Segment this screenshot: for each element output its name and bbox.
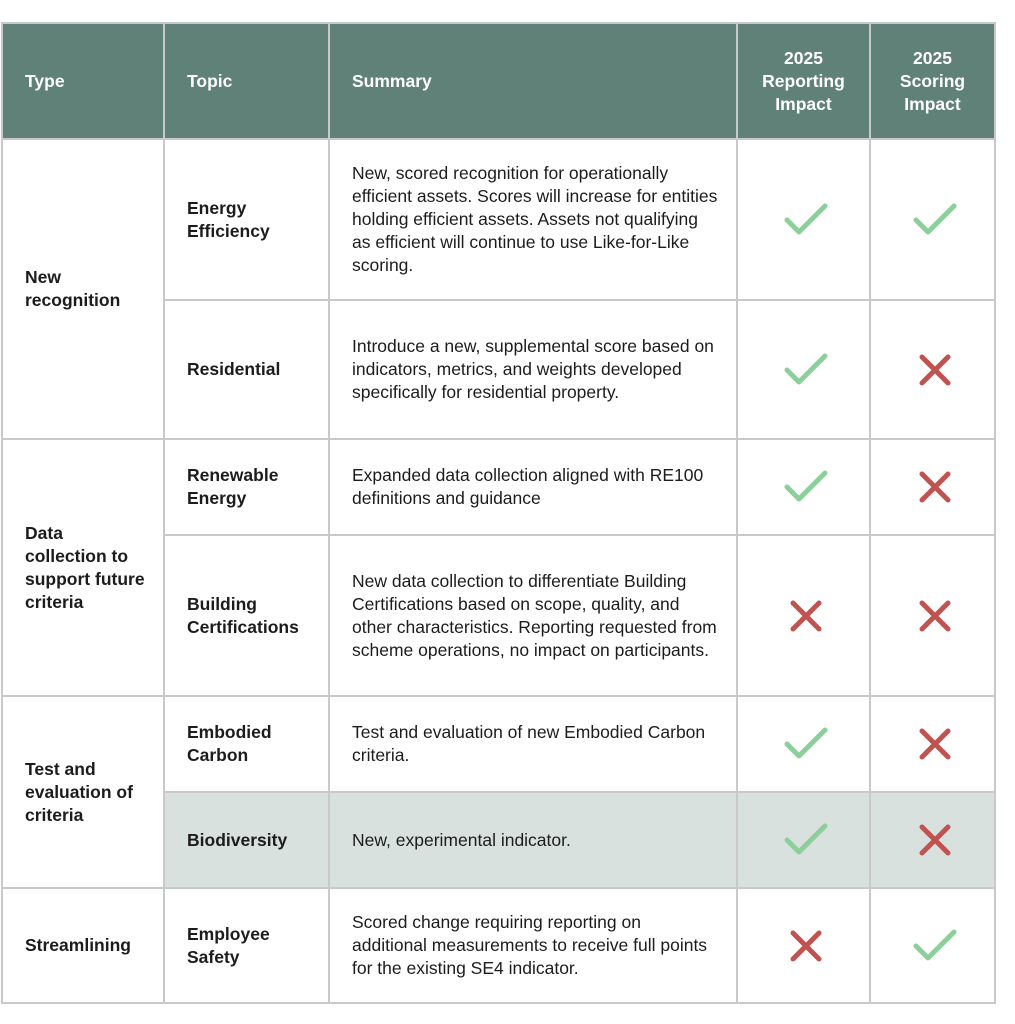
cross-icon <box>912 468 958 506</box>
topic-cell: Biodiversity <box>164 792 329 888</box>
table-row <box>2 139 995 300</box>
scoring-impact-cell <box>870 696 995 792</box>
header-reporting-impact: 2025 Reporting Impact <box>737 23 870 139</box>
cross-icon <box>783 597 829 635</box>
reporting-impact-cell <box>737 696 870 792</box>
topic-cell: Embodied Carbon <box>164 696 329 792</box>
reporting-impact-cell <box>737 139 870 300</box>
reporting-impact-cell <box>737 535 870 696</box>
summary-cell: New data collection to differentiate Building Certifications based on scope, quality, and other characteristics. Reporting requested from scheme operations, no impact on participants. <box>329 535 737 696</box>
cross-icon <box>912 351 958 389</box>
cross-icon <box>912 821 958 859</box>
check-icon <box>783 725 829 763</box>
topic-cell: Energy Efficiency <box>164 139 329 300</box>
reporting-impact-cell <box>737 439 870 535</box>
summary-cell: Scored change requiring reporting on additional measurements to receive full points for the existing SE4 indicator. <box>329 888 737 1003</box>
scoring-impact-cell <box>870 535 995 696</box>
scoring-impact-cell <box>870 139 995 300</box>
scoring-impact-cell <box>870 888 995 1003</box>
table-row <box>2 696 995 792</box>
topic-cell: Residential <box>164 300 329 439</box>
scoring-impact-cell <box>870 300 995 439</box>
table-row <box>2 439 995 535</box>
scoring-impact-cell <box>870 792 995 888</box>
topic-cell: Employee Safety <box>164 888 329 1003</box>
type-cell: New recognition <box>2 139 164 439</box>
cross-icon <box>912 725 958 763</box>
topic-cell: Building Certifications <box>164 535 329 696</box>
type-cell: Streamlining <box>2 888 164 1003</box>
header-summary: Summary <box>329 23 737 139</box>
check-icon <box>783 468 829 506</box>
summary-cell: Introduce a new, supplemental score based on indicators, metrics, and weights developed specifically for residential property. <box>329 300 737 439</box>
summary-cell: Test and evaluation of new Embodied Carbon criteria. <box>329 696 737 792</box>
reporting-impact-cell <box>737 888 870 1003</box>
header-type: Type <box>2 23 164 139</box>
type-cell: Test and evaluation of criteria <box>2 696 164 888</box>
impact-table <box>1 22 996 1004</box>
topic-cell: Renewable Energy <box>164 439 329 535</box>
cross-icon <box>912 597 958 635</box>
summary-cell: New, experimental indicator. <box>329 792 737 888</box>
reporting-impact-cell <box>737 792 870 888</box>
check-icon <box>912 927 958 965</box>
header-scoring-impact: 2025 Scoring Impact <box>870 23 995 139</box>
scoring-impact-cell <box>870 439 995 535</box>
summary-cell: New, scored recognition for operationally efficient assets. Scores will increase for entities holding efficient assets. Assets not qualifying as efficient will continue to use Like-for-Like scoring. <box>329 139 737 300</box>
check-icon <box>912 201 958 239</box>
check-icon <box>783 351 829 389</box>
summary-cell: Expanded data collection aligned with RE100 definitions and guidance <box>329 439 737 535</box>
header-topic: Topic <box>164 23 329 139</box>
check-icon <box>783 821 829 859</box>
type-cell: Data collection to support future criteria <box>2 439 164 696</box>
header-row <box>2 23 995 139</box>
table-row <box>2 888 995 1003</box>
cross-icon <box>783 927 829 965</box>
check-icon <box>783 201 829 239</box>
reporting-impact-cell <box>737 300 870 439</box>
